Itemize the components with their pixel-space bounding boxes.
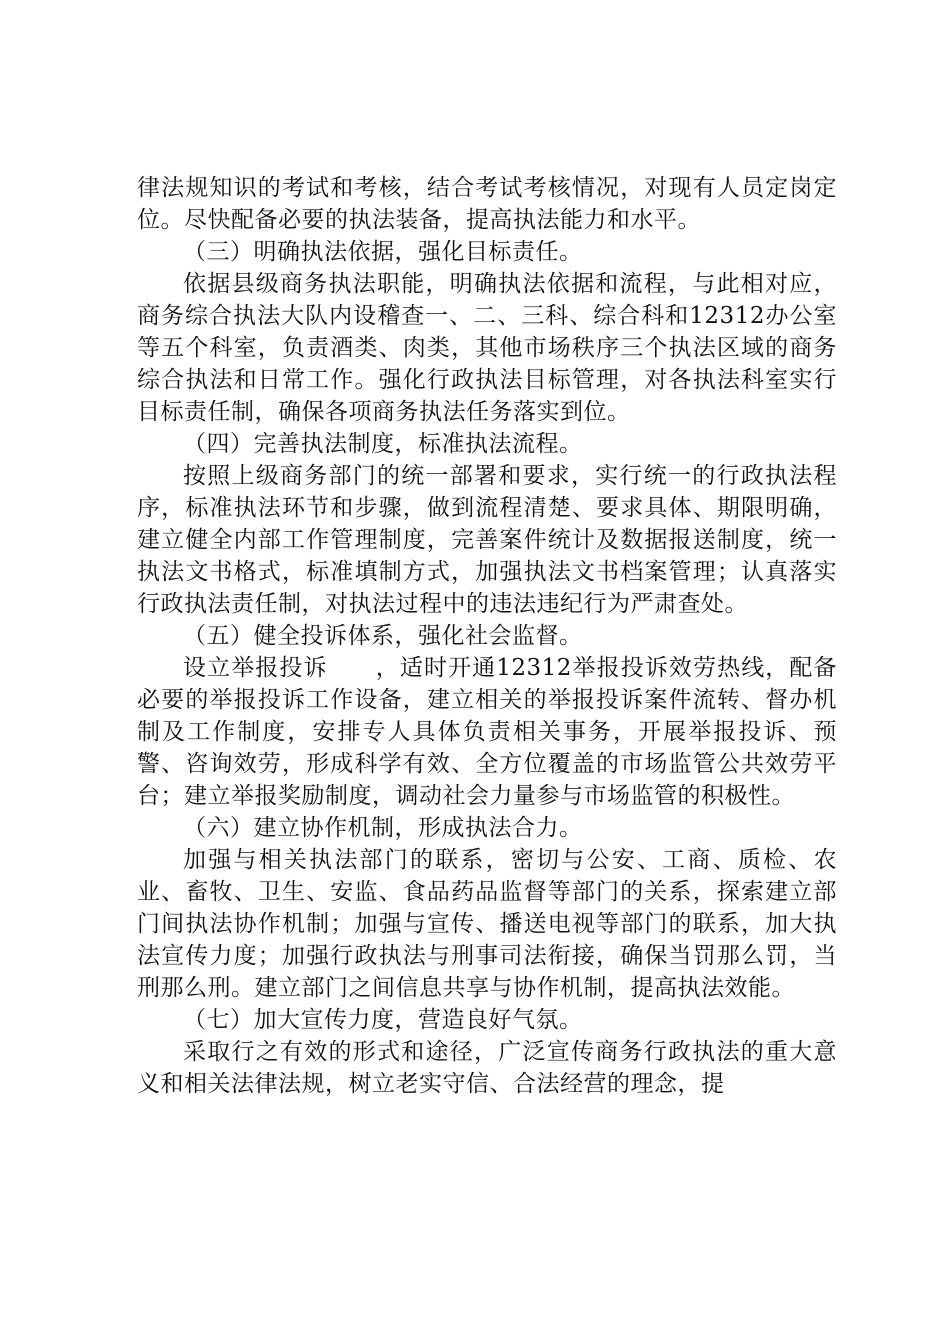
section-heading-6: （六）建立协作机制，形成执法合力。	[183, 815, 583, 841]
section-heading-5: （五）健全投诉体系，强化社会监督。	[183, 623, 583, 649]
paragraph-publicity: 采取行之有效的形式和途径，广泛宣传商务行政执法的重大意义和相关法律法规，树立老实守信、合法经营的理念，提	[137, 1039, 837, 1097]
paragraph-complaint-system: 设立举报投诉 ，适时开通12312举报投诉效劳热线，配备必要的举报投诉工作设备，建立相关的举报投诉案件流转、督办机制及工作制度，安排专人具体负责相关事务，开展举报投诉、预警、咨询效劳，形成科学有效、全方位覆盖的市场监管公共效劳平台；建立举报奖励制度，调动社会力量参与市场监管的积极性。	[137, 655, 837, 809]
paragraph-continued: 律法规知识的考试和考核，结合考试考核情况，对现有人员定岗定位。尽快配备必要的执法装备，提高执法能力和水平。	[137, 175, 837, 233]
section-heading-7: （七）加大宣传力度，营造良好气氛。	[183, 1007, 583, 1033]
document-body	[137, 172, 837, 1100]
paragraph-cooperation: 加强与相关执法部门的联系，密切与公安、工商、质检、农业、畜牧、卫生、安监、食品药品监督等部门的关系，探索建立部门间执法协作机制；加强与宣传、播送电视等部门的联系，加大执法宣传力度；加强行政执法与刑事司法衔接，确保当罚那么罚，当刑那么刑。建立部门之间信息共享与协作机制，提高执法效能。	[137, 847, 837, 1001]
section-heading-3: （三）明确执法依据，强化目标责任。	[183, 239, 583, 265]
paragraph-enforcement-procedure: 按照上级商务部门的统一部署和要求，实行统一的行政执法程序，标准执法环节和步骤，做到流程清楚、要求具体、期限明确，建立健全内部工作管理制度，完善案件统计及数据报送制度，统一执法文书格式，标准填制方式，加强执法文书档案管理；认真落实行政执法责任制，对执法过程中的违法违纪行为严肃查处。	[137, 463, 837, 617]
paragraph-enforcement-basis: 依据县级商务执法职能，明确执法依据和流程，与此相对应，商务综合执法大队内设稽查一、二、三科、综合科和12312办公室等五个科室，负责酒类、肉类，其他市场秩序三个执法区域的商务综合执法和日常工作。强化行政执法目标管理，对各执法科室实行目标责任制，确保各项商务执法任务落实到位。	[137, 271, 837, 425]
section-heading-4: （四）完善执法制度，标准执法流程。	[183, 431, 583, 457]
